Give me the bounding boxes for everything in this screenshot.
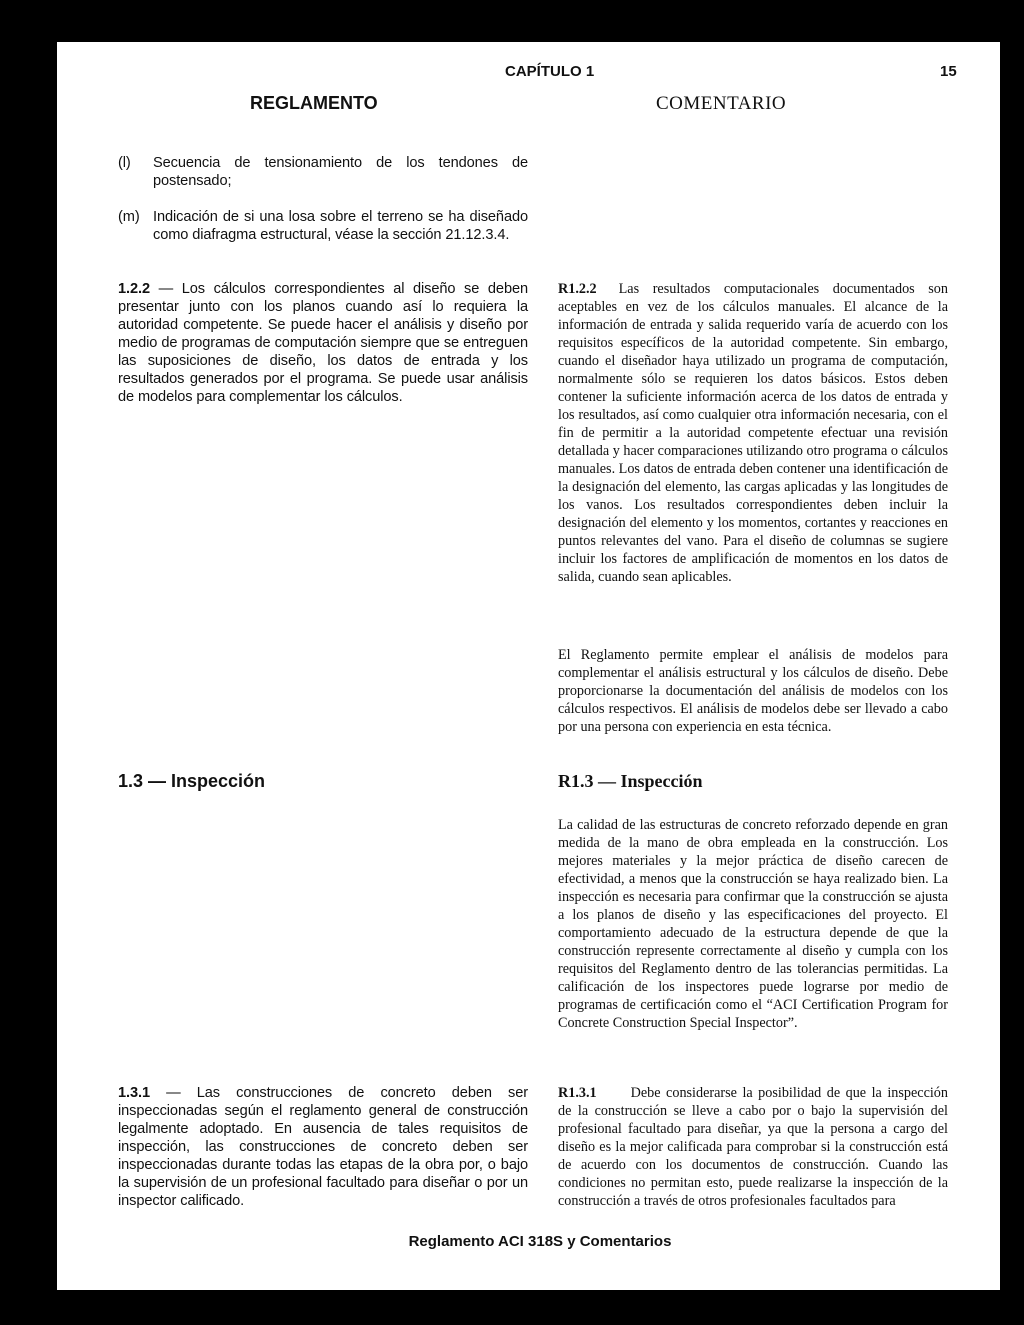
- commentary-number: R1.2.2: [558, 281, 597, 297]
- item-m-label: (m): [118, 209, 140, 225]
- commentary-text: Debe considerarse la posibilidad de que la inspección de la construcción se lleve a cabo por o bajo la supervisión del profesional facultado para diseñar, ya que la persona a cargo del diseño es la mejor calificada para comprobar si la construcción está de acuerdo con los documentos de construcción. Cuando las condiciones no permitan esto, puede realizarse la inspección de la construcción a través de otros profesionales facultados para: [558, 1085, 948, 1209]
- section-text: — Las construcciones de concreto deben ser inspeccionadas según el reglamento general de construcción legalmente adoptado. En ausencia de tales requisitos de inspección, las construcciones de concreto deben ser inspeccionadas durante todas las etapas de la obra por, o bajo la supervisión de un profesional facultado para diseñar o por un inspector calificado.: [118, 1085, 528, 1209]
- item-l-label: (l): [118, 155, 131, 171]
- commentary-r1-3-text: La calidad de las estructuras de concreto reforzado depende en gran medida de la mano de obra empleada en la construcción. Los mejores materiales y la mejor práctica de diseño carecen de efectividad, a menos que la construcción se haya realizado bien. La inspección es necesaria para confirmar que la construcción se ajusta a los planos de diseño y las especificaciones del proyecto. El comportamiento adecuado de la estructura depende de que la construcción represente correctamente al diseño y cumpla con los requisitos del Reglamento dentro de las tolerancias permitidas. La calificación de los inspectores puede lograrse por medio de programas de certificación como el “ACI Certification Program for Concrete Construction Special Inspector”.: [558, 817, 948, 1031]
- commentary-r1-3-heading: R1.3 — Inspección: [558, 771, 703, 791]
- left-column-title: REGLAMENTO: [250, 93, 378, 113]
- page-number: 15: [940, 63, 957, 80]
- commentary-r1-3-1: [558, 1084, 948, 1210]
- commentary-r1-2-2: [558, 280, 948, 586]
- commentary-number: R1.3.1: [558, 1085, 597, 1101]
- commentary-text: Las resultados computacionales documentados son aceptables en vez de los cálculos manuales. El alcance de la información de entrada y salida requerido varía de acuerdo con los requisitos específicos de la autoridad competente. Sin embargo, cuando el diseñador haya utilizado un programa de computación, normalmente sólo se requieren los datos básicos. Estos deben contener la suficiente información acerca de los datos de entrada y los resultados, así como cualquier otra información necesaria, con el fin de permitir a la autoridad competente efectuar una revisión detallada y hacer comparaciones utilizando otro programa o cálculos manuales. Los datos de entrada deben contener una identificación de la designación del elemento, las cargas aplicadas y las longitudes de los vanos. Los resultados correspondientes deben incluir la designación del elemento y los momentos, cortantes y reacciones en puntos relevantes del vano. Para el diseño de columnas se sugiere incluir los factores de amplificación de momentos en los datos de salida, cuando sean aplicables.: [558, 281, 948, 585]
- section-number: 1.2.2: [118, 281, 150, 297]
- item-l-text: Secuencia de tensionamiento de los tendones de postensado;: [153, 155, 528, 189]
- section-text: — Los cálculos correspondientes al diseño se deben presentar junto con los planos cuando así lo requiera la autoridad competente. Se puede hacer el análisis y diseño por medio de programas de computación siempre que se entreguen las suposiciones de diseño, los datos de entrada y los resultados generados por el programa. Se puede usar análisis de modelos para complementar los cálculos.: [118, 281, 528, 405]
- chapter-header: CAPÍTULO 1: [505, 63, 595, 80]
- page-footer: Reglamento ACI 318S y Comentarios: [408, 1233, 672, 1250]
- commentary-r1-2-2-paragraph-2: El Reglamento permite emplear el análisis de modelos para complementar el análisis estructural y los cálculos de diseño. Debe proporcionarse la documentación del análisis de modelos con los cálculos respectivos. El análisis de modelos debe ser llevado a cabo por una persona con experiencia en esta técnica.: [558, 647, 948, 735]
- section-1-3-1: [118, 1084, 528, 1210]
- section-number: 1.3.1: [118, 1085, 150, 1101]
- section-1-3-heading: 1.3 — Inspección: [118, 771, 266, 791]
- section-1-2-2: [118, 280, 528, 406]
- item-m-text: Indicación de si una losa sobre el terreno se ha diseñado como diafragma estructural, véase la sección 21.12.3.4.: [153, 209, 528, 243]
- right-column-title: COMENTARIO: [656, 93, 787, 114]
